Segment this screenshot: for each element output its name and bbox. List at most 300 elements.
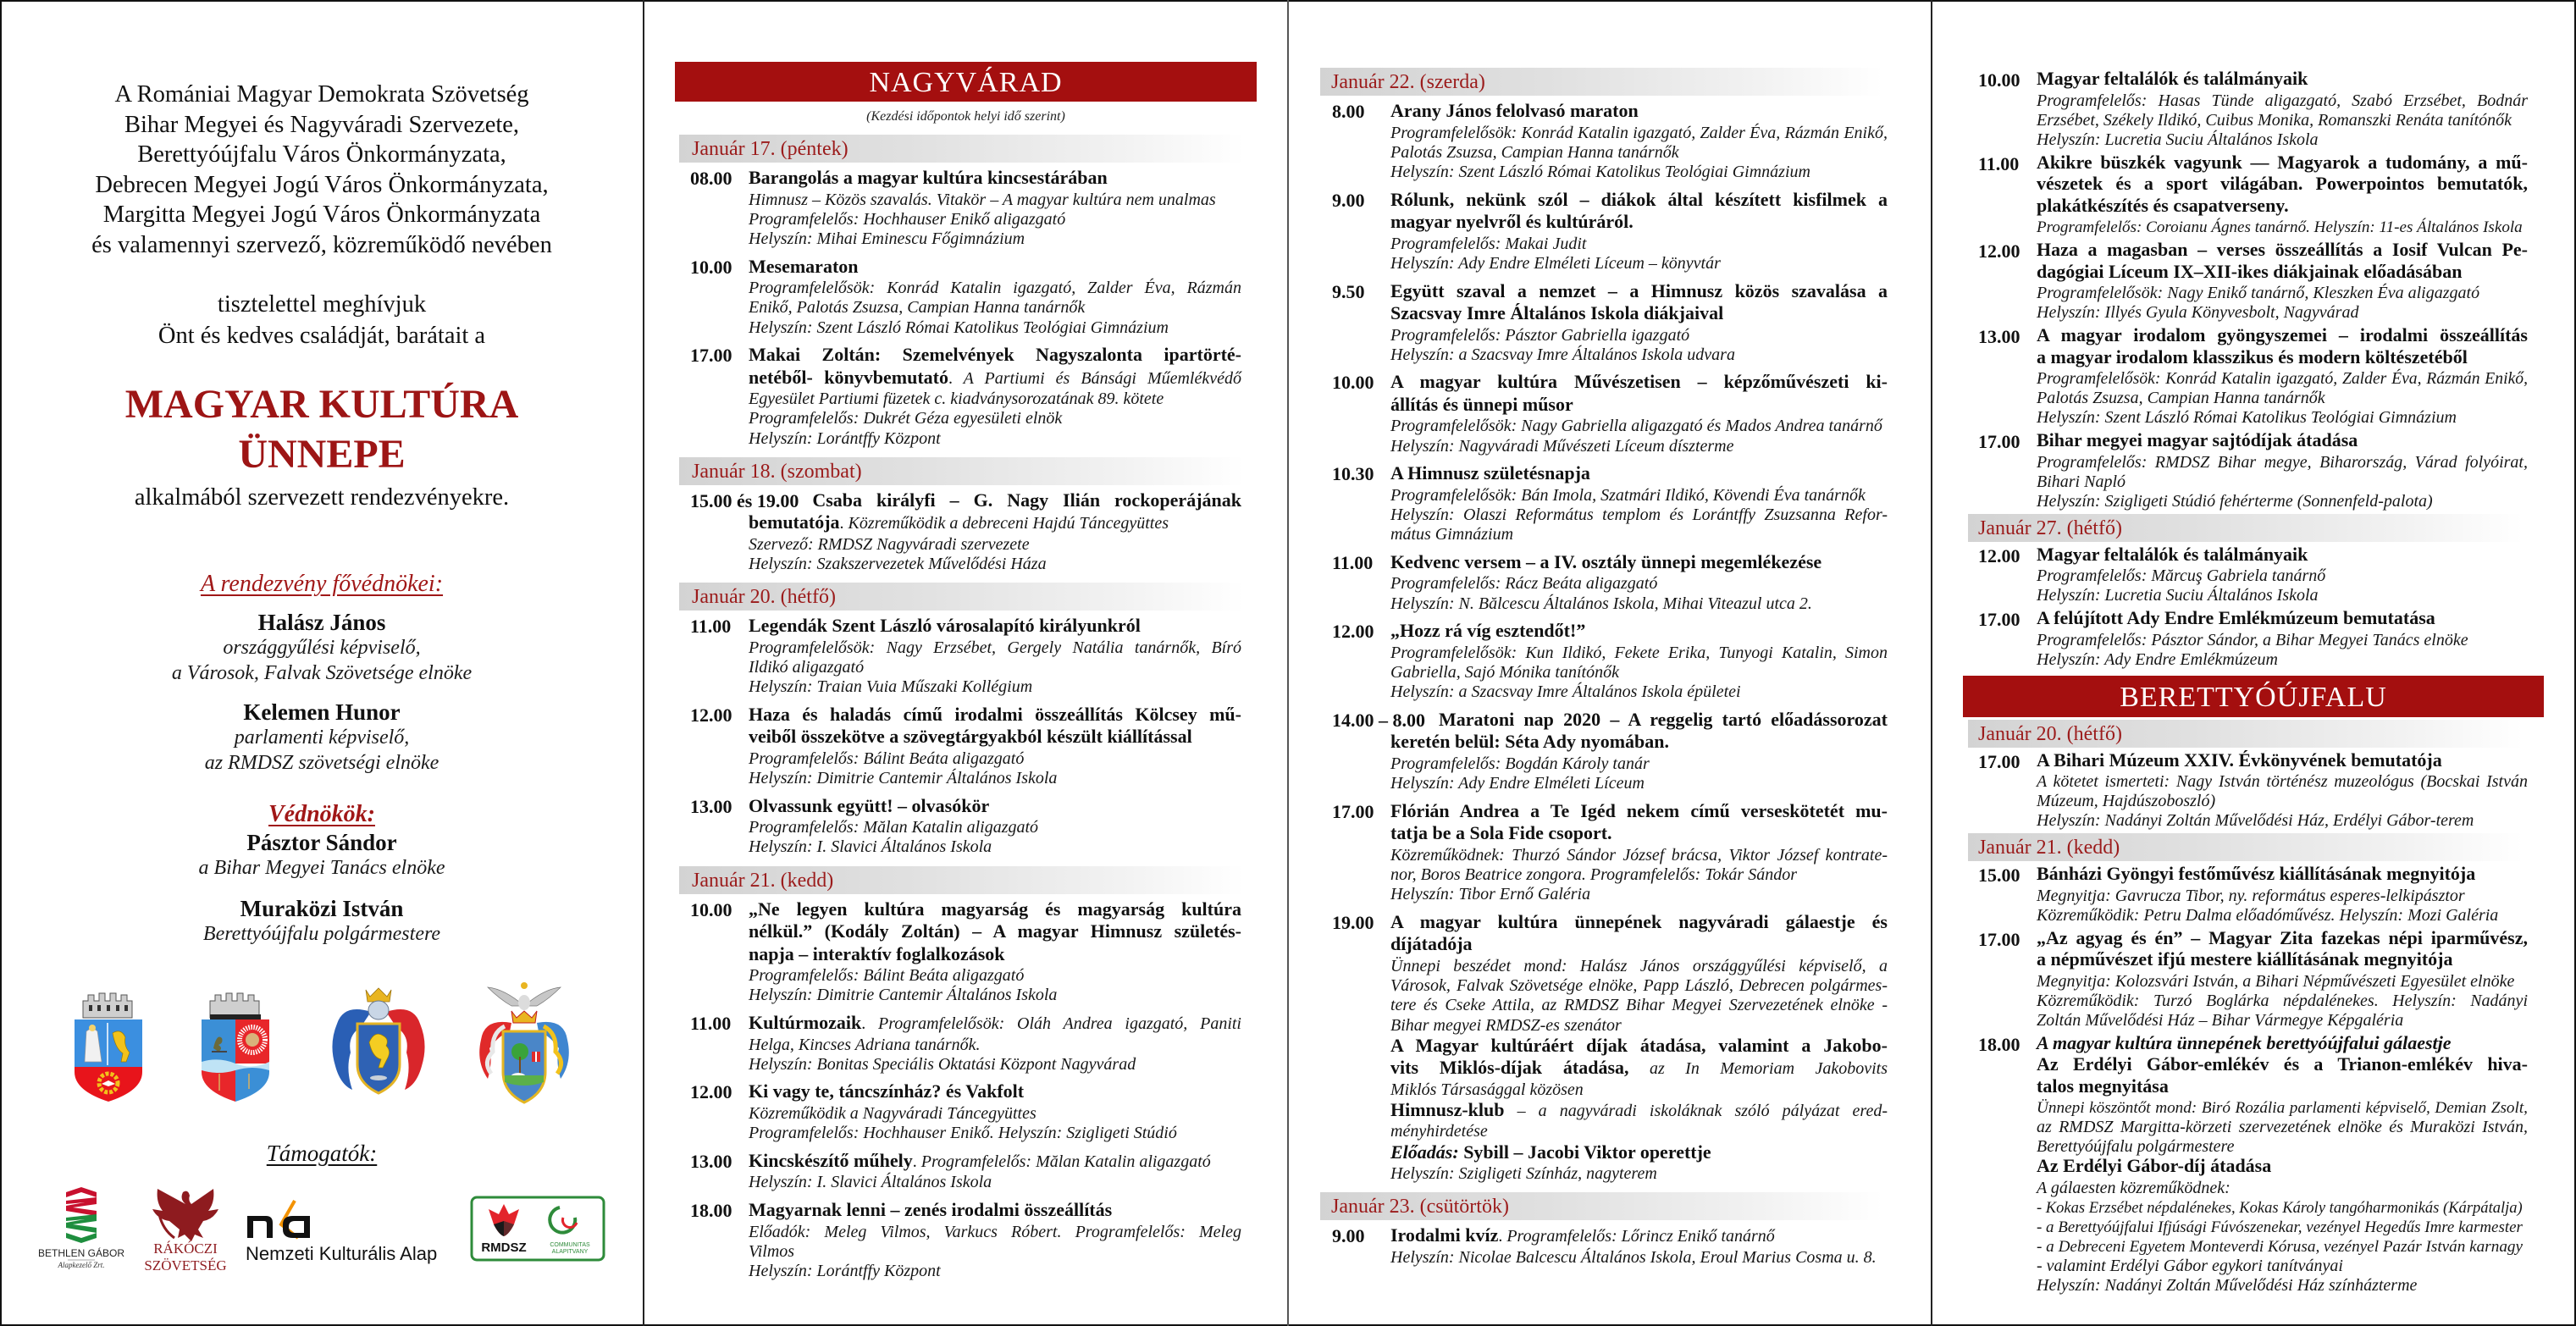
event-line <box>1390 1164 1888 1184</box>
event-line <box>2037 811 2528 831</box>
event-time: 9.50 <box>1332 280 1365 302</box>
event-line <box>2037 1011 2528 1030</box>
event-detail-text: Programfelelősök: Konrád Katalin igazgató, Zalder Éva, Rázmán Enikő, <box>1390 123 1888 142</box>
event-paragraph <box>749 837 1241 857</box>
program-event <box>675 1081 1257 1143</box>
event-title-text: Legendák Szent László városalapító királyunkról <box>749 615 1141 637</box>
program-event <box>1318 1225 1903 1268</box>
event-paragraph <box>2037 566 2528 586</box>
event-line <box>2037 196 2528 218</box>
event-title-text: Olvassunk együtt! – olvasókör <box>749 794 990 816</box>
date-label: Január 17. (péntek) <box>692 138 849 160</box>
event-paragraph <box>2037 865 2528 887</box>
event-line <box>2037 992 2528 1011</box>
event-title-text: Bihar megyei magyar sajtódíjak átadása <box>2037 429 2358 450</box>
program-event <box>675 796 1257 858</box>
event-paragraph <box>1390 885 1888 904</box>
date-label: Január 18. (szombat) <box>692 460 862 483</box>
event-time: 12.00 <box>1978 544 2020 566</box>
event-title-text: Ki vagy te, táncszínház? és Vakfolt <box>749 1080 1025 1102</box>
event-detail-text: Programfelelős: Bálint Beáta aligazgató <box>749 966 1025 986</box>
event-line <box>1390 372 1888 395</box>
event-body <box>1390 101 1888 182</box>
event-detail-text: Programfelelősök: Nagy Enikő tanárnő, Kleszken Éva aligazgató <box>2037 284 2480 302</box>
event-paragraph <box>1390 1036 1888 1100</box>
program-event <box>675 1013 1257 1075</box>
event-detail-text: Ünnepi beszédet mond: Halász János országgyűlési képviselő, a <box>1390 956 1888 975</box>
event-title-text: keretén belül: Séta Ady nyomában. <box>1390 731 1670 753</box>
rmdsz-communitas-logo-icon <box>470 1196 605 1262</box>
date-header <box>679 457 1245 485</box>
berettyoujfalu-coat-of-arms-icon <box>327 985 430 1103</box>
event-line <box>2037 153 2528 175</box>
event-line <box>2037 262 2528 285</box>
patron-role: a Bihar Megyei Tanács elnöke <box>198 857 445 879</box>
event-paragraph <box>749 966 1241 986</box>
event-line <box>749 727 1241 749</box>
event-line <box>749 390 1241 409</box>
event-detail-text: Helyszín: Ady Endre Elméleti Líceum <box>1390 774 1645 793</box>
event-line <box>749 345 1241 367</box>
event-title-text: Akikre büszkék vagyunk — Magyarok a tudomány, a mű- <box>2037 151 2528 173</box>
event-title-text: Makai Zoltán: Szemelvények Nagyszalonta ipartörté- <box>749 344 1241 366</box>
event-line <box>749 490 1241 513</box>
event-title-text: Rólunk, nekünk szól – diákok által készített kisfilmek a <box>1390 188 1888 210</box>
event-line <box>1390 846 1888 865</box>
city-banner: BERETTYÓÚJFALU <box>1963 676 2544 717</box>
rakoczi-line: SZÖVETSÉG <box>144 1257 227 1274</box>
event-line <box>749 168 1241 191</box>
event-line <box>749 229 1241 249</box>
date-header <box>1968 514 2523 542</box>
event-detail-text: Miklós Társasággal közösen <box>1390 1080 1584 1099</box>
chief-patron <box>0 609 644 686</box>
event-title-text: Kincskészítő műhely <box>749 1149 913 1171</box>
event-line <box>749 749 1241 769</box>
event-paragraph <box>749 1173 1241 1192</box>
event-line <box>2037 1218 2528 1237</box>
patron-role: Berettyóújfalu polgármestere <box>202 923 441 945</box>
event-line <box>1390 865 1888 885</box>
event-line <box>2037 492 2528 511</box>
event-line <box>2037 865 2528 887</box>
event-line <box>2037 1276 2528 1296</box>
event-paragraph <box>749 986 1241 1005</box>
event-detail-text: Városok, Falvak Szövetsége elnöke, Papp László, Debrecen polgármes- <box>1390 976 1888 996</box>
event-detail-text: Megnyitja: Gavrucza Tibor, ny. református esperes-lelkipásztor <box>2037 886 2465 905</box>
event-detail-text: Közreműködik a debreceni Hajdú Táncegyüttes <box>843 514 1169 533</box>
event-body <box>2037 751 2528 832</box>
supporters-heading <box>0 1139 644 1168</box>
event-line <box>1390 190 1888 213</box>
event-detail-text: nor, Boros Beatrice zongora. Programfelelős: Tokár Sándor <box>1390 865 1797 885</box>
event-title-text: veiből összekötve a szövegtárgyakból készült kiállítással <box>749 726 1192 748</box>
event-line <box>1390 281 1888 304</box>
event-line <box>2037 926 2528 951</box>
event-line <box>2037 650 2528 670</box>
event-detail-text: Helyszín: Bonitas Speciális Oktatási Központ Nagyvárad <box>749 1054 1136 1074</box>
event-detail-text: Közreműködik: Petru Dalma előadóművész. Helyszín: Mozi Galéria <box>2037 905 2499 925</box>
event-detail-text: Helyszín: Lorántffy Központ <box>749 1261 941 1280</box>
event-paragraph <box>2037 1276 2528 1296</box>
patron-name: Muraközi István <box>240 896 404 921</box>
event-time: 12.00 <box>690 1081 732 1103</box>
event-body <box>1390 463 1888 544</box>
event-subtitle: alkalmából szervezett rendezvényekre. <box>134 484 510 511</box>
event-paragraph <box>2037 586 2528 605</box>
rmdsz-text: RMDSZ <box>481 1240 527 1255</box>
event-paragraph <box>1390 372 1888 417</box>
event-title-text: Kedvenc versem – a IV. osztály ünnepi megemlékezése <box>1390 550 1822 572</box>
event-title-text: A magyar irodalom gyöngyszemei – irodalmi összeállítás <box>2037 324 2528 345</box>
event-line <box>2037 130 2528 150</box>
event-line <box>1390 885 1888 904</box>
event-detail-text: Programfelelősök: Nagy Erzsébet, Gergely Natália tanárnők, Bíró <box>749 638 1241 657</box>
event-line <box>1390 1248 1888 1268</box>
event-line <box>749 555 1241 574</box>
event-paragraph <box>749 409 1241 428</box>
event-body <box>749 1200 1241 1281</box>
event-title-text: „Hozz rá víg esztendőt!” <box>1390 620 1586 642</box>
event-paragraph <box>1390 574 1888 594</box>
event-paragraph <box>1390 912 1888 957</box>
event-line <box>749 769 1241 788</box>
event-line <box>1390 774 1888 793</box>
event-detail-text: Helyszín: Dimitrie Cantemir Általános Iskola <box>749 769 1058 788</box>
event-detail-text: Bihari Napló <box>2037 472 2126 491</box>
event-paragraph <box>749 1200 1241 1223</box>
event-line <box>2037 1237 2528 1257</box>
event-paragraph <box>2037 926 2528 972</box>
event-title-text: „Ne legyen kultúra magyarság és magyarság kultúra <box>749 898 1241 920</box>
organizer-line: Margitta Megyei Jogú Város Önkormányzata <box>102 202 541 228</box>
event-body <box>1390 801 1888 905</box>
event-line <box>2037 431 2528 453</box>
event-paragraph <box>749 616 1241 638</box>
event-body <box>2037 153 2528 238</box>
event-detail-text: - valamint Erdélyi Gábor egykori tanítványai <box>2037 1256 2343 1275</box>
organizer-line: Bihar Megyei és Nagyváradi Szervezete, <box>124 111 520 138</box>
event-line <box>1390 437 1888 456</box>
event-paragraph <box>1390 1164 1888 1184</box>
event-time: 17.00 <box>1332 800 1374 822</box>
event-title-text: díjátadója <box>1390 933 1473 955</box>
event-line <box>749 966 1241 986</box>
event-paragraph <box>2037 91 2528 130</box>
event-paragraph <box>2037 1157 2528 1179</box>
event-line <box>1390 754 1888 774</box>
event-detail-text: Programfelelősök: Nagy Gabriella aligazgató és Mados Andrea tanárnő <box>1390 417 1882 436</box>
event-detail-text: Helyszín: Nadányi Zoltán Művelődési Ház színházterme <box>2037 1275 2418 1295</box>
event-detail-text: az RMDSZ Margitta-körzeti szervezetének elnöke és Muraközi István, <box>2037 1118 2528 1136</box>
event-line <box>2037 453 2528 472</box>
event-paragraph <box>2037 1198 2528 1218</box>
event-title-text: Együtt szaval a nemzet – a Himnusz közös szavalása a <box>1390 279 1888 301</box>
event-time: 13.00 <box>1978 326 2020 347</box>
rakoczi-eagle-logo-icon <box>135 1185 235 1275</box>
date-header <box>679 583 1245 611</box>
event-title-text: Mesemaraton <box>749 255 859 277</box>
event-line <box>1390 101 1888 124</box>
event-paragraph <box>2037 1218 2528 1237</box>
event-line <box>2037 887 2528 906</box>
organizer-line: Debrecen Megyei Jogú Város Önkormányzata, <box>95 171 549 198</box>
event-line <box>2037 91 2528 111</box>
event-line <box>2037 972 2528 992</box>
event-title-text: vits Miklós-díjak átadása, <box>1390 1057 1629 1079</box>
event-paragraph <box>2037 972 2528 992</box>
event-title-text: nélkül.” (Kodály Zoltán) – A magyar Himnusz születés- <box>749 920 1241 942</box>
event-detail-text: Helyszín: a Szacsvay Imre Általános Iskola épületei <box>1390 682 1741 702</box>
event-line <box>1390 345 1888 365</box>
event-time: 19.00 <box>1332 911 1374 933</box>
event-detail-text: mátus Gimnázium <box>1390 525 1514 544</box>
event-detail-text: A Partiumi és Bánsági Műemlékvédő <box>952 368 1241 388</box>
event-paragraph <box>2037 130 2528 150</box>
organizer-line: A Romániai Magyar Demokrata Szövetség <box>114 81 529 108</box>
program-event <box>675 1200 1257 1281</box>
event-line <box>2037 284 2528 303</box>
event-time: 10.00 <box>1978 69 2020 91</box>
event-body <box>2037 69 2528 150</box>
event-line <box>2037 609 2528 631</box>
event-body <box>2037 431 2528 511</box>
event-body <box>1390 552 1888 614</box>
date-header <box>679 135 1245 163</box>
event-paragraph <box>2037 69 2528 91</box>
rakoczi-line: RÁKÓCZI <box>153 1240 218 1257</box>
event-paragraph <box>2037 1031 2528 1056</box>
event-line <box>1390 621 1888 644</box>
event-line <box>2037 751 2528 773</box>
event-detail-text: Helyszín: Lorántffy Központ <box>749 428 941 448</box>
event-time: 15.00 és 19.00 <box>690 489 799 511</box>
event-paragraph <box>749 1151 1241 1174</box>
event-detail-text: Programfelelős: Dukrét Géza egyesületi elnök <box>749 409 1063 428</box>
event-title-text: Arany János felolvasó maraton <box>1390 100 1639 121</box>
event-line <box>1390 143 1888 163</box>
organizer-line: Berettyóújfalu Város Önkormányzata, <box>137 141 506 168</box>
event-line <box>749 921 1241 944</box>
event-detail-text: Programfelelős: Mărcuş Gabriela tanárnő <box>2037 566 2326 585</box>
event-time: 18.00 <box>690 1200 732 1222</box>
event-line <box>2037 174 2528 196</box>
event-line <box>749 318 1241 338</box>
event-line <box>2037 369 2528 389</box>
event-line <box>1390 506 1888 525</box>
event-paragraph <box>749 677 1241 697</box>
event-detail-text: Ildikó aligazgató <box>749 657 865 677</box>
event-line <box>1390 663 1888 682</box>
event-line <box>749 658 1241 677</box>
program-event <box>1318 281 1903 365</box>
event-paragraph <box>2037 1257 2528 1276</box>
event-detail-text: Helyszín: N. Bălcescu Általános Iskola, Mihai Viteazul utca 2. <box>1390 594 1812 613</box>
event-line <box>1390 1142 1888 1165</box>
event-title-text: Flórián Andrea a Te Igéd nekem című verseskötetét mu- <box>1390 799 1888 821</box>
event-line <box>1390 1100 1888 1123</box>
event-line <box>1390 525 1888 544</box>
event-title-text: napja – interaktív foglalkozások <box>749 942 1005 964</box>
event-title-text: A Magyar kultúráért díjak átadása, valamint a Jakobo- <box>1390 1034 1888 1056</box>
program-event <box>1963 609 2544 670</box>
event-line <box>1390 124 1888 143</box>
event-paragraph <box>749 704 1241 749</box>
program-event <box>1963 240 2544 323</box>
event-detail-text: Programfelelős: Mălan Katalin aligazgató <box>916 1152 1211 1171</box>
event-title-text: Szacsvay Imre Általános Iskola diákjaival <box>1390 302 1724 324</box>
event-paragraph <box>1390 1225 1888 1248</box>
event-paragraph <box>1390 801 1888 846</box>
event-line <box>749 429 1241 449</box>
event-line <box>749 257 1241 279</box>
event-paragraph <box>749 345 1241 409</box>
event-detail-text: Helyszín: Dimitrie Cantemir Általános Iskola <box>749 986 1058 1005</box>
event-title-text: Az Erdélyi Gábor-díj átadása <box>2037 1155 2272 1176</box>
date-label: Január 22. (szerda) <box>1331 71 1485 93</box>
event-body <box>749 704 1241 788</box>
event-paragraph <box>749 1013 1241 1055</box>
event-body <box>2037 865 2528 925</box>
event-line <box>749 367 1241 390</box>
program-column-nagyvarad-1 <box>675 62 1257 1281</box>
event-time: 12.00 <box>1978 240 2020 262</box>
event-title-line: ÜNNEPE <box>238 432 406 477</box>
event-title-text: a népművészet ifjú mestere kiállításának megnyitója <box>2037 948 2453 970</box>
event-line <box>1390 235 1888 254</box>
event-detail-text: az In Memoriam Jakobovits <box>1628 1059 1888 1079</box>
event-body <box>1390 1225 1888 1268</box>
event-title-text: a magyar irodalom klasszikus és modern költészetéből <box>2037 345 2468 367</box>
event-paragraph <box>1390 163 1888 182</box>
event-title-emphasis: Előadás: <box>1390 1141 1459 1163</box>
event-detail-text: Himnusz – Közös szavalás. Vitakör – A magyar kultúra nem unalmas <box>749 190 1216 209</box>
event-line <box>749 1036 1241 1055</box>
event-paragraph <box>749 229 1241 249</box>
event-paragraph <box>2037 772 2528 811</box>
event-title-text: A Himnusz születésnapja <box>1390 462 1590 484</box>
event-paragraph <box>1390 754 1888 774</box>
program-event <box>1963 1031 2544 1296</box>
event-line <box>2037 631 2528 650</box>
organizers-block <box>0 80 644 260</box>
event-paragraph <box>749 318 1241 338</box>
event-line <box>749 704 1241 727</box>
event-line <box>2037 240 2528 262</box>
event-paragraph <box>2037 240 2528 284</box>
event-line <box>2037 792 2528 811</box>
event-paragraph <box>749 1124 1241 1143</box>
event-detail-text: Helyszín: Nadányi Zoltán Művelődési Ház, Erdélyi Gábor-terem <box>2037 811 2474 830</box>
event-detail-text: Múzeum, Hajdúszoboszló) <box>2037 792 2216 810</box>
event-detail-text: Palotás Zsuzsa, Campian Hanna tanárnők <box>2037 389 2325 407</box>
event-line <box>1390 1122 1888 1141</box>
program-event <box>1318 710 1903 793</box>
date-label: Január 21. (kedd) <box>692 869 834 892</box>
event-time: 8.00 <box>1332 101 1365 122</box>
event-paragraph <box>2037 650 2528 670</box>
event-time: 10.00 <box>1332 372 1374 394</box>
fold-line <box>1931 0 1932 1326</box>
event-detail-text: Programfelelősök: Kun Ildikó, Fekete Erika, Tunyogi Katalin, Simon <box>1390 643 1888 662</box>
event-paragraph <box>749 899 1241 967</box>
event-detail-text: Helyszín: Ady Endre Emlékmúzeum <box>2037 649 2278 669</box>
event-detail-text: Programfelelős: Makai Judit <box>1390 234 1587 253</box>
margitta-coat-of-arms-icon <box>198 989 273 1102</box>
event-line <box>749 677 1241 697</box>
event-detail-text: Helyszín: Tibor Ernő Galéria <box>1390 885 1591 904</box>
event-line <box>2037 69 2528 91</box>
event-paragraph <box>749 1104 1241 1124</box>
program-event <box>675 490 1257 574</box>
patron-role: országgyűlési képviselő, <box>223 637 421 659</box>
event-time: 08.00 <box>690 168 732 189</box>
event-title-text: Magyar feltalálók és találmányaik <box>2037 68 2308 89</box>
event-paragraph <box>749 749 1241 769</box>
event-detail-text: Közreműködnek: Thurzó Sándor József brácsa, Viktor József kontrate- <box>1390 845 1888 865</box>
event-detail-text: Programfelelős: Hochhauser Enikő. Helyszín: Szigligeti Stúdió <box>749 1124 1177 1143</box>
event-line <box>2037 472 2528 492</box>
event-paragraph <box>749 555 1241 574</box>
patron-name: Kelemen Hunor <box>243 699 401 725</box>
program-event <box>1318 912 1903 1184</box>
event-paragraph <box>2037 887 2528 906</box>
event-line <box>749 1124 1241 1143</box>
event-line <box>749 298 1241 318</box>
event-title-text: dagógiai Líceum IX–XII-ikes diákjainak előadásában <box>2037 260 2463 282</box>
event-paragraph <box>1390 644 1888 682</box>
event-line <box>1390 326 1888 345</box>
program-event <box>1963 545 2544 606</box>
event-line <box>2037 1257 2528 1276</box>
event-paragraph <box>2037 751 2528 773</box>
event-time: 10.30 <box>1332 463 1374 485</box>
event-body <box>749 490 1241 574</box>
event-body <box>749 345 1241 449</box>
program-event <box>1963 69 2544 150</box>
event-paragraph <box>749 257 1241 279</box>
event-paragraph <box>1390 774 1888 793</box>
date-label: Január 27. (hétfő) <box>1978 517 2122 539</box>
event-title-text: állítás és ünnepi műsor <box>1390 393 1573 415</box>
event-detail-text: Programfelelős: Hochhauser Enikő aligazgató <box>749 209 1066 229</box>
event-line <box>749 512 1241 535</box>
event-detail-text: Helyszín: Nicolae Balcescu Általános Iskola, Eroul Marius Cosma u. 8. <box>1390 1247 1877 1267</box>
event-paragraph <box>1390 682 1888 702</box>
bethlen-gabor-sub: Alapkezelő Zrt. <box>58 1261 105 1269</box>
event-body <box>2037 545 2528 606</box>
event-line <box>1390 163 1888 182</box>
event-paragraph <box>2037 631 2528 650</box>
event-paragraph <box>1390 101 1888 124</box>
event-detail-text: Helyszín: Ady Endre Elméleti Líceum – könyvtár <box>1390 253 1721 273</box>
event-line <box>749 191 1241 210</box>
patron-role: parlamenti képviselő, <box>234 727 410 749</box>
event-detail-text: Helyszín: Szigligeti Színház, nagyterem <box>1390 1164 1657 1184</box>
event-line <box>749 899 1241 922</box>
event-paragraph <box>749 210 1241 229</box>
program-event <box>675 345 1257 449</box>
event-line <box>1390 732 1888 754</box>
event-time: 17.00 <box>1978 609 2020 630</box>
event-detail-text: A kötetet ismerteti: Nagy István történész muzeológus (Bocskai István <box>2037 772 2528 791</box>
event-line <box>2037 218 2528 237</box>
event-line <box>2037 1055 2528 1077</box>
event-paragraph <box>2037 1098 2528 1157</box>
punctuation: . <box>861 1014 866 1034</box>
event-detail-text: Programfelelős: Pásztor Sándor, a Bihar Megyei Tanács elnöke <box>2037 630 2468 649</box>
event-paragraph <box>749 1081 1241 1104</box>
